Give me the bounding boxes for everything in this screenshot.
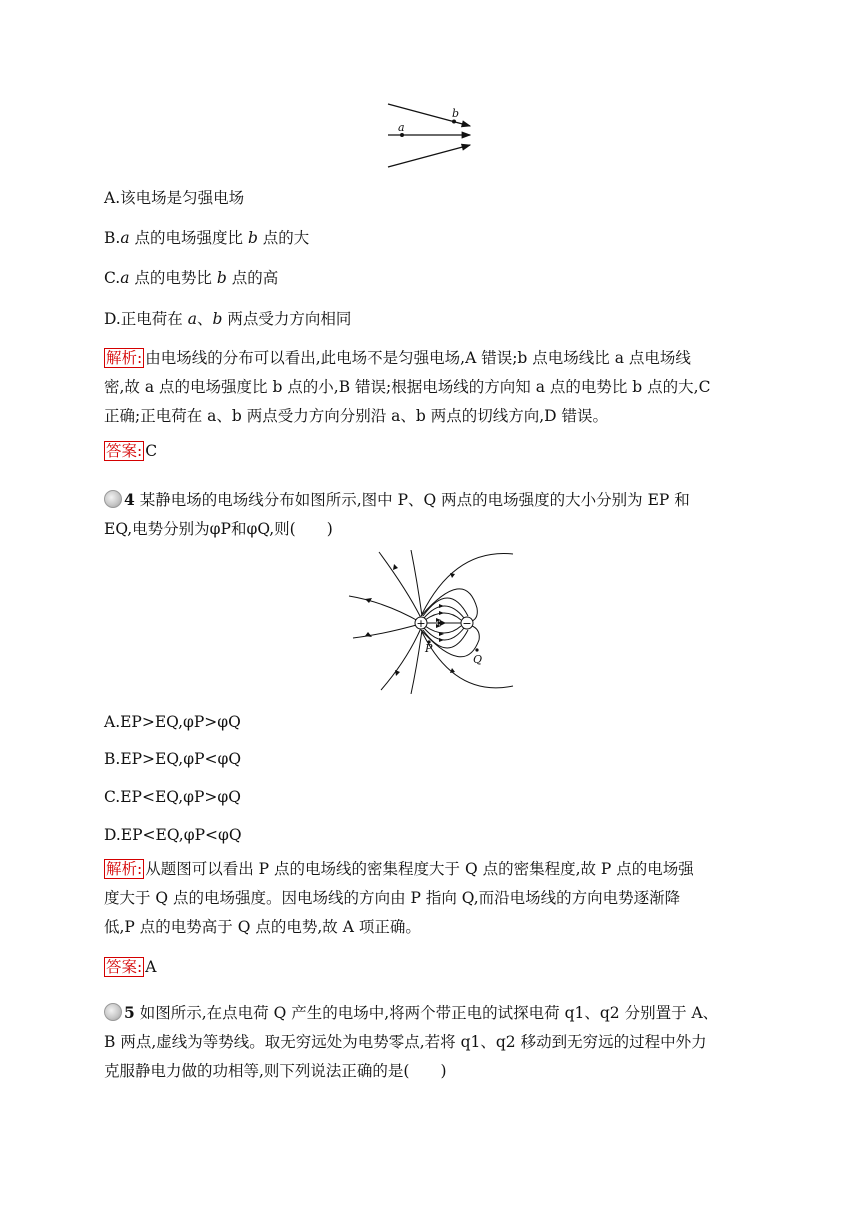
- question-bullet-icon: [104, 1003, 122, 1021]
- q3-analysis: 解析: 由电场线的分布可以看出,此电场不是匀强电场,A 错误;b 点电场线比 a 点电场线 密,故 a 点的电场强度比 b 点的小,B 错误;根据电场线的方向知 a 点的电势比 b 点的大,C 正确;正电荷在 a、b 两点受力方向分别沿 a、b 两点的切线方向,D 错误。: [104, 349, 711, 425]
- negative-charge-label: −: [462, 617, 472, 630]
- answer-tag: 答案:: [106, 958, 143, 976]
- q5-number: 5: [124, 1003, 135, 1022]
- positive-charge-label: +: [416, 617, 426, 630]
- analysis-tag: 解析:: [106, 860, 143, 878]
- point-q-label: Q: [473, 653, 483, 666]
- q4-option-d: D.EP<EQ,φP<φQ: [104, 826, 242, 844]
- q4-stem: 4 某静电场的电场线分布如图所示,图中 P、Q 两点的电场强度的大小分别为 EP 和 EQ,电势分别为φP和φQ,则( ): [104, 490, 690, 538]
- q3-option-c: C.a 点的电势比 b 点的高: [104, 269, 279, 287]
- q5-stem: 5 如图所示,在点电荷 Q 产生的电场中,将两个带正电的试探电荷 q1、q2 分别置于 A、 B 两点,虚线为等势线。取无穷远处为电势零点,若将 q1、q2 移动到无穷远的过程中外力 克服静电力做的功相等,则下列说法正确的是( ): [104, 1003, 719, 1080]
- q4-number: 4: [124, 490, 135, 509]
- q4-option-b: B.EP>EQ,φP<φQ: [104, 750, 242, 768]
- q3-option-a: A.该电场是匀强电场: [104, 189, 245, 207]
- q3-answer: 答案: C: [106, 442, 158, 460]
- q4-option-c: C.EP<EQ,φP>φQ: [104, 788, 241, 806]
- q3-option-b: B.a 点的电场强度比 b 点的大: [104, 229, 310, 247]
- point-a-label: a: [398, 121, 405, 134]
- analysis-tag: 解析:: [106, 349, 143, 367]
- q4-answer: 答案: A: [106, 958, 157, 976]
- answer-tag: 答案:: [106, 442, 143, 460]
- q3-option-d: D.正电荷在 a、b 两点受力方向相同: [104, 310, 352, 328]
- dipole-field-figure: [345, 550, 517, 694]
- point-p-label: P: [425, 642, 433, 655]
- q4-option-a: A.EP>EQ,φP>φQ: [104, 713, 241, 731]
- q4-analysis: 解析: 从题图可以看出 P 点的电场线的密集程度大于 Q 点的密集程度,故 P 点的电场强 度大于 Q 点的电场强度。因电场线的方向由 P 指向 Q,而沿电场线的方向电势逐渐降 低,P 点的电势高于 Q 点的电势,故 A 项正确。: [104, 860, 694, 936]
- question-bullet-icon: [104, 490, 122, 508]
- field-lines-figure-1: [380, 100, 480, 172]
- point-b-label: b: [452, 107, 460, 120]
